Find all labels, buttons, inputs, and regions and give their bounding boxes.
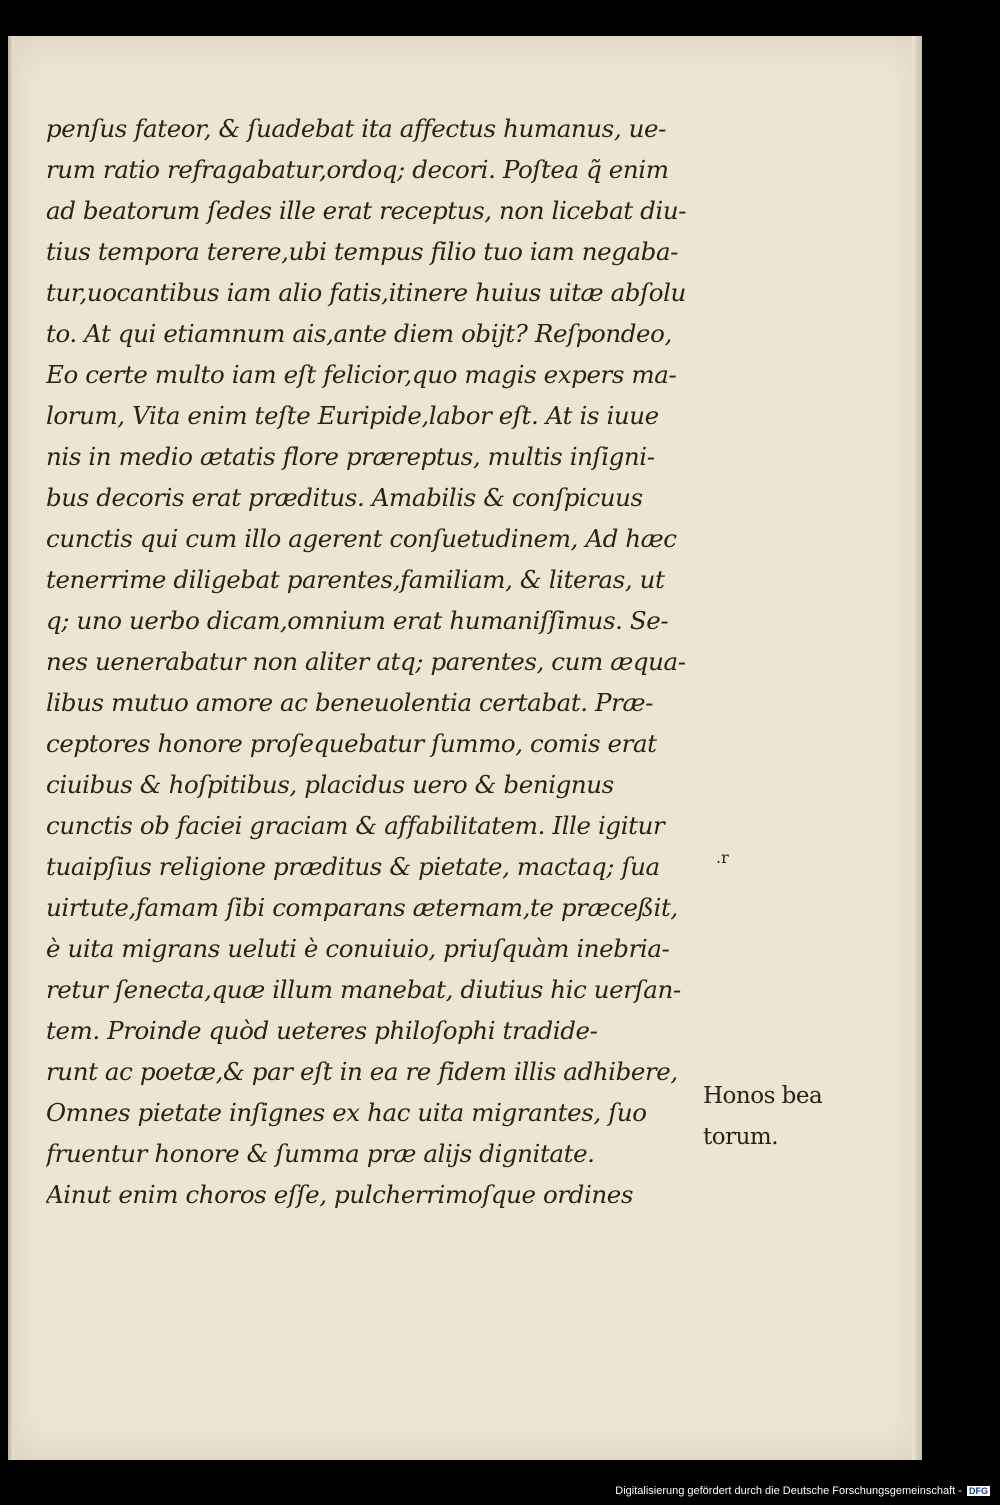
text-line: Ainut enim choros eſſe, pulcherrimoſque ordines xyxy=(46,1180,634,1209)
text-line: ceptores honore proſequebatur ſummo, comis erat xyxy=(46,729,657,758)
text-line: uirtute,famam ſibi comparans æternam,te præceßit, xyxy=(46,893,678,922)
text-line: ad beatorum ſedes ille erat receptus, non licebat diu- xyxy=(46,196,687,225)
text-line: lorum, Vita enim teſte Euripide,labor eſt. At is iuue xyxy=(46,401,659,430)
dfg-logo: DFG xyxy=(969,1486,988,1497)
text-line: fruentur honore & ſumma præ alijs dignitate. xyxy=(46,1139,595,1168)
text-line: cunctis qui cum illo agerent conſuetudinem, Ad hæc xyxy=(46,524,677,553)
text-line: Eo certe multo iam eſt felicior,quo magis expers ma- xyxy=(46,360,677,389)
text-line: retur ſenecta,quæ illum manebat, diutius hic uerſan- xyxy=(46,975,681,1004)
text-line: tuaipſius religione præditus & pietate, mactaq; ſua xyxy=(46,852,660,881)
stray-mark: .r xyxy=(716,848,729,867)
credit-text: Digitalisierung gefördert durch die Deutsche Forschungsgemeinschaft - xyxy=(615,1485,962,1497)
text-line: ciuibus & hoſpitibus, placidus uero & benignus xyxy=(46,770,614,799)
text-line: bus decoris erat præditus. Amabilis & conſpicuus xyxy=(46,483,643,512)
text-line: è uita migrans ueluti è conuiuio, priuſquàm inebria- xyxy=(46,934,670,963)
marginal-note-line: Honos bea xyxy=(703,1083,823,1109)
text-line: cunctis ob faciei graciam & affabilitatem. Ille igitur xyxy=(46,811,665,840)
text-line: to. At qui etiamnum ais,ante diem obijt? Reſpondeo, xyxy=(46,319,672,348)
page-edge-left xyxy=(8,36,14,1460)
text-line: libus mutuo amore ac beneuolentia certabat. Præ- xyxy=(46,688,653,717)
text-line: tur,uocantibus iam alio fatis,itinere huius uitæ abſolu xyxy=(46,278,686,307)
page-edge-right xyxy=(912,36,922,1460)
book-page xyxy=(8,36,922,1460)
text-line: Omnes pietate inſignes ex hac uita migrantes, ſuo xyxy=(46,1098,647,1127)
text-line: tenerrime diligebat parentes,familiam, & literas, ut xyxy=(46,565,665,594)
text-line: nes uenerabatur non aliter atq; parentes, cum æqua- xyxy=(46,647,686,676)
digitization-credit xyxy=(615,1485,990,1497)
marginal-note-line: torum. xyxy=(703,1124,779,1150)
text-line: runt ac poetæ,& par eſt in ea re fidem illis adhibere, xyxy=(46,1057,678,1086)
body-text xyxy=(46,108,706,1215)
text-line: rum ratio refragabatur,ordoq; decori. Poſtea q̃ enim xyxy=(46,155,669,184)
text-line: q; uno uerbo dicam,omnium erat humaniſſimus. Se- xyxy=(46,606,669,635)
marginal-note xyxy=(703,1076,843,1158)
text-line: nis in medio ætatis flore præreptus, multis inſigni- xyxy=(46,442,655,471)
text-line: tem. Proinde quòd ueteres philoſophi tradide- xyxy=(46,1016,598,1045)
text-line: penſus fateor, & ſuadebat ita affectus humanus, ue- xyxy=(46,114,666,143)
text-line: tius tempora terere,ubi tempus filio tuo iam negaba- xyxy=(46,237,679,266)
